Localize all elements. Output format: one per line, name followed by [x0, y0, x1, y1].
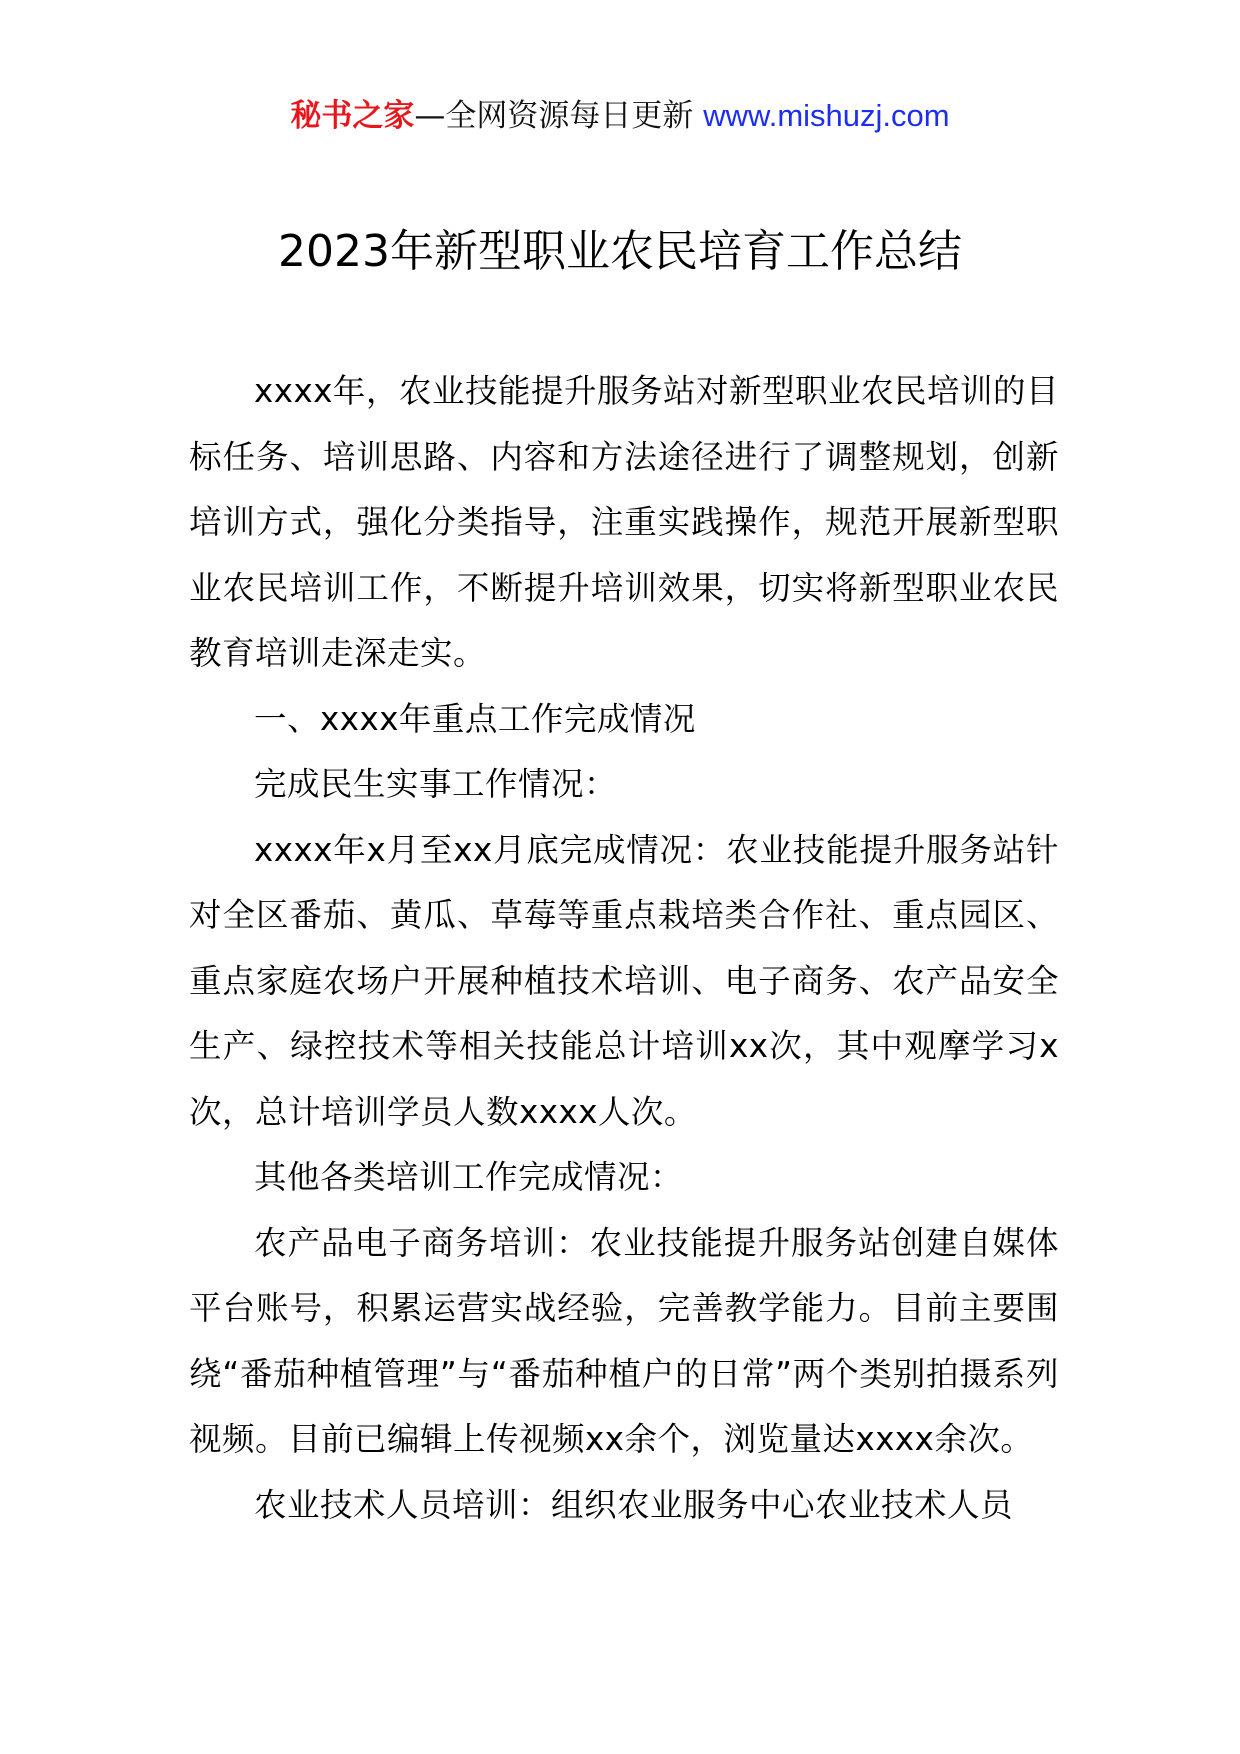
document-body — [189, 359, 1059, 1538]
site-brand: 秘书之家 — [290, 98, 415, 134]
paragraph-intro: xxxx年，农业技能提升服务站对新型职业农民培训的目标任务、培训思路、内容和方法途径进行了调整规划，创新培训方式，强化分类指导，注重实践操作，规范开展新型职业农民培训工作，不断提升培训效果，切实将新型职业农民教育培训走深走实。 — [189, 372, 1059, 672]
subheading-livelihood: 完成民生实事工作情况： — [254, 765, 618, 803]
site-tagline: —全网资源每日更新 — [414, 98, 704, 134]
paragraph-ecommerce-training: 农产品电子商务培训：农业技能提升服务站创建自媒体平台账号，积累运营实战经验，完善教学能力。目前主要围绕“番茄种植管理”与“番茄种植户的日常”两个类别拍摄系列视频。目前已编辑上传视频xx余个，浏览量达xxxx余次。 — [189, 1223, 1059, 1458]
document-title: 2023年新型职业农民培育工作总结 — [278, 226, 962, 277]
paragraph-tech-staff-training: 农业技术人员培训：组织农业服务中心农业技术人员 — [254, 1485, 1014, 1524]
paragraph-livelihood-detail: xxxx年x月至xx月底完成情况：农业技能提升服务站针对全区番茄、黄瓜、草莓等重点栽培类合作社、重点园区、重点家庭农场户开展种植技术培训、电子商务、农产品安全生产、绿控技术等相关技能总计培训xx次，其中观摩学习x次，总计培训学员人数xxxx人次。 — [189, 830, 1059, 1131]
site-header — [0, 96, 1240, 136]
site-url-link[interactable]: www.mishuzj.com — [703, 98, 950, 133]
section-heading-1: 一、xxxx年重点工作完成情况 — [254, 699, 696, 738]
subheading-other-training: 其他各类培训工作完成情况： — [254, 1158, 684, 1196]
